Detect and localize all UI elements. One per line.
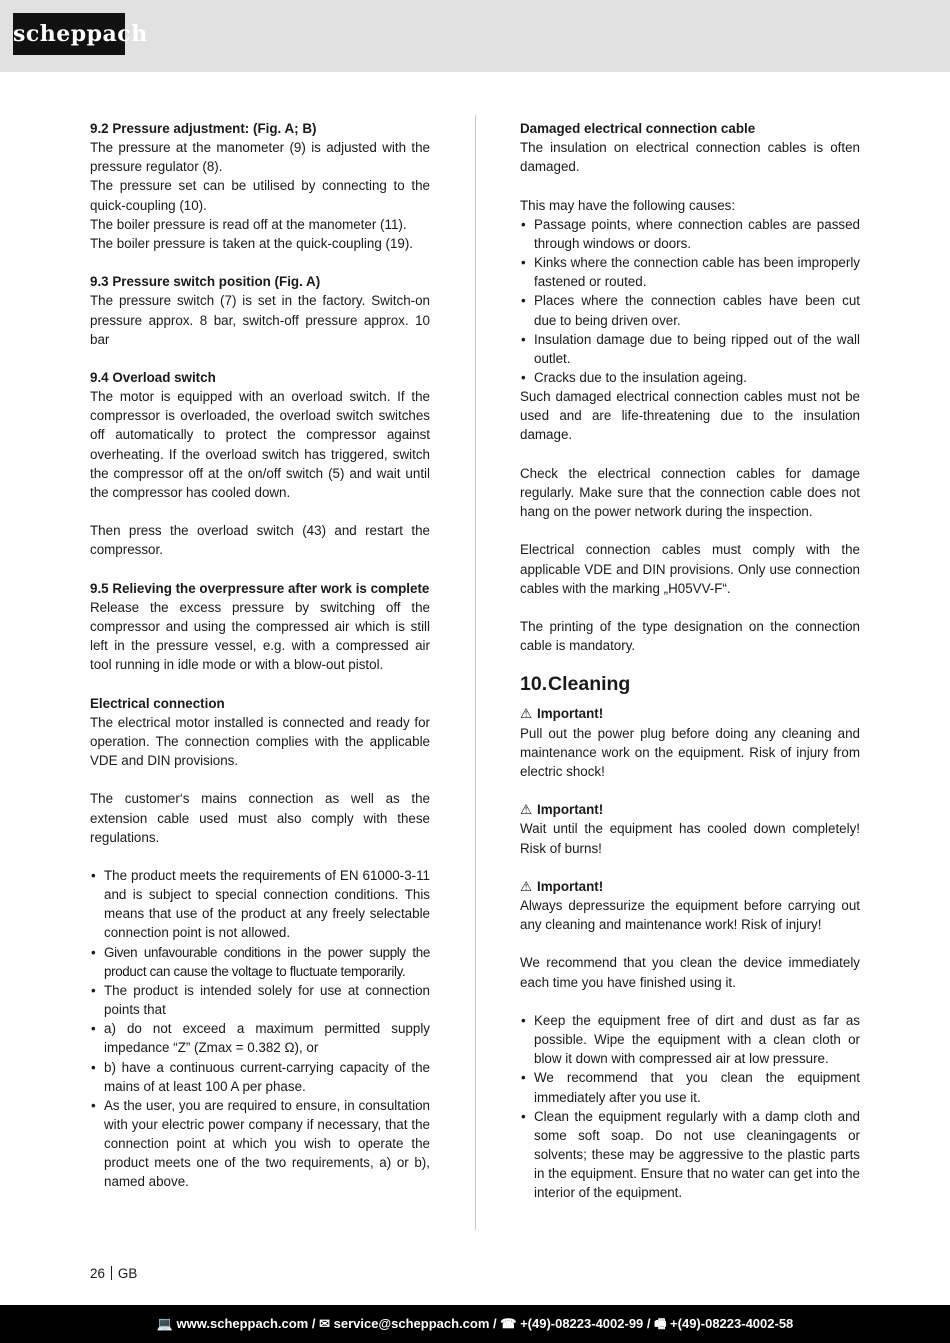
paragraph: This may have the following causes: xyxy=(520,197,736,213)
important-label: Important! xyxy=(537,706,604,722)
header-bar xyxy=(0,0,950,72)
paragraph: Pull out the power plug before doing any cleaning and maintenance work on the equipment. Risk of injury from electric shock! xyxy=(520,725,860,779)
important-notice-1 xyxy=(520,704,860,723)
paragraph: Then press the overload switch (43) and restart the compressor. xyxy=(90,523,430,558)
warning-icon: ⚠ xyxy=(520,706,533,722)
footer-fax: +(49)-08223-4002-58 xyxy=(670,1316,794,1331)
page-number-value: 26 xyxy=(90,1266,105,1281)
important-notice-2 xyxy=(520,800,860,819)
column-divider xyxy=(475,115,476,1230)
paragraph: Always depressurize the equipment before carrying out any cleaning and maintenance work! Risk of injury! xyxy=(520,897,860,933)
warning-icon: ⚠ xyxy=(520,802,533,818)
footer-website[interactable]: www.scheppach.com xyxy=(176,1316,309,1331)
section-title-text: Cleaning xyxy=(548,673,631,696)
paragraph: The boiler pressure is taken at the quick-coupling (19). xyxy=(90,235,414,251)
paragraph: We recommend that you clean the device immediately each time you have finished using it. xyxy=(520,955,860,990)
section-9-3-title: 9.3 Pressure switch position (Fig. A) xyxy=(90,274,321,290)
list-item: • Given unfavourable conditions in the power supply the product can cause the voltage to fluctuate temporarily. xyxy=(90,943,430,981)
footer-separator: / xyxy=(308,1316,320,1331)
list-item: • As the user, you are required to ensure, in consultation with your electric power company if necessary, that the connection point at which you wish to operate the product meets one of the two requirements, a) or b), named above. xyxy=(90,1096,430,1192)
paragraph: The printing of the type designation on the connection cable is mandatory. xyxy=(520,619,860,654)
footer-separator: / xyxy=(643,1316,655,1331)
paragraph: The boiler pressure is read off at the manometer (11). xyxy=(90,216,407,232)
paragraph: The pressure at the manometer (9) is adjusted with the pressure regulator (8). xyxy=(90,140,430,175)
important-notice-3 xyxy=(520,877,860,896)
footer-email[interactable]: service@scheppach.com xyxy=(333,1316,490,1331)
list-item: • Places where the connection cables have been cut due to being driven over. xyxy=(520,291,860,329)
footer-phone: +(49)-08223-4002-99 xyxy=(520,1316,644,1331)
paragraph: The motor is equipped with an overload switch. If the compressor is overloaded, the overload switch switches off automatically to protect the compressor against overheating. If the overload switch has triggered, switch the compressor off at the on/off switch (5) and wait until the compressor has cooled down. xyxy=(90,389,430,500)
electrical-connection-title: Electrical connection xyxy=(90,695,225,711)
section-9-4-title: 9.4 Overload switch xyxy=(90,370,216,385)
list-item: • Cracks due to the insulation ageing. xyxy=(520,368,860,387)
section-9-5-title: 9.5 Relieving the overpressure after work is complete xyxy=(90,580,430,596)
paragraph: Such damaged electrical connection cables must not be used and are life-threatening due to the insulation damage. xyxy=(520,389,860,443)
cleaning-list xyxy=(520,1011,860,1203)
warning-icon: ⚠ xyxy=(520,878,533,894)
damage-causes-list xyxy=(520,215,860,387)
fax-icon: 🖷 xyxy=(654,1316,667,1331)
paragraph: Electrical connection cables must comply with the applicable VDE and DIN provisions. Only use connection cables with the marking „H05VV-F“. xyxy=(520,542,860,596)
computer-icon: 💻 xyxy=(156,1316,173,1331)
paragraph: Wait until the equipment has cooled down completely! Risk of burns! xyxy=(520,821,860,856)
list-item: • Insulation damage due to being ripped out of the wall outlet. xyxy=(520,330,860,368)
list-item: • b) have a continuous current-carrying capacity of the mains of at least 100 A per phase. xyxy=(90,1058,430,1096)
important-label: Important! xyxy=(537,878,604,894)
page-language: GB xyxy=(117,1266,138,1281)
section-9-2-title: 9.2 Pressure adjustment: (Fig. A; B) xyxy=(90,121,317,136)
paragraph: The electrical motor installed is connected and ready for operation. The connection complies with the applicable VDE and DIN provisions. xyxy=(90,714,430,769)
scheppach-logo: scheppach xyxy=(13,13,125,55)
list-item: • Passage points, where connection cables are passed through windows or doors. xyxy=(520,215,860,253)
right-column xyxy=(520,119,860,1202)
paragraph: The pressure switch (7) is set in the factory. Switch-on pressure approx. 8 bar, switch-off pressure approx. 10 bar xyxy=(90,293,430,347)
paragraph: The customer‘s mains connection as well as the extension cable used must also comply with these regulations. xyxy=(90,791,430,845)
page-number xyxy=(90,1265,137,1282)
footer-separator: / xyxy=(489,1316,501,1331)
electrical-requirements-list xyxy=(90,866,430,1192)
list-item: • Kinks where the connection cable has been improperly fastened or routed. xyxy=(520,253,860,291)
paragraph: The insulation on electrical connection cables is often damaged. xyxy=(520,140,860,175)
list-item: • The product is intended solely for use at connection points that xyxy=(90,981,430,1019)
list-item: • We recommend that you clean the equipment immediately after you use it. xyxy=(520,1068,860,1106)
section-10-title xyxy=(520,674,860,704)
important-label: Important! xyxy=(537,802,604,818)
footer-bar xyxy=(0,1305,950,1343)
page-number-separator xyxy=(111,1266,112,1280)
list-item: • Keep the equipment free of dirt and dust as far as possible. Wipe the equipment with a clean cloth or blow it down with compressed air at low pressure. xyxy=(520,1011,860,1068)
mail-icon: ✉ xyxy=(319,1316,330,1331)
paragraph: The pressure set can be utilised by connecting to the quick-coupling (10). xyxy=(90,178,430,213)
list-item: • a) do not exceed a maximum permitted supply impedance “Z” (Zmax = 0.382 Ω), or xyxy=(90,1019,430,1057)
list-item: • The product meets the requirements of EN 61000-3-11 and is subject to special connection conditions. This means that use of the product at any freely selectable connection point is not allowed. xyxy=(90,866,430,943)
phone-icon: ☎ xyxy=(500,1316,517,1331)
left-column xyxy=(90,119,430,1192)
paragraph: Release the excess pressure by switching off the compressor and using the compressed air which is still left in the pressure vessel, e.g. with a compressed air tool running in idle mode or with a blow-out pistol. xyxy=(90,599,430,673)
paragraph: Check the electrical connection cables for damage regularly. Make sure that the connection cable does not hang on the power network during the inspection. xyxy=(520,465,860,520)
damaged-cable-title: Damaged electrical connection cable xyxy=(520,121,756,136)
section-number: 10. xyxy=(520,673,548,696)
list-item: • Clean the equipment regularly with a damp cloth and some soft soap. Do not use cleaningagents or solvents; these may be aggressive to the plastic parts in the equipment. Ensure that no water can get into the interior of the equipment. xyxy=(520,1107,860,1203)
